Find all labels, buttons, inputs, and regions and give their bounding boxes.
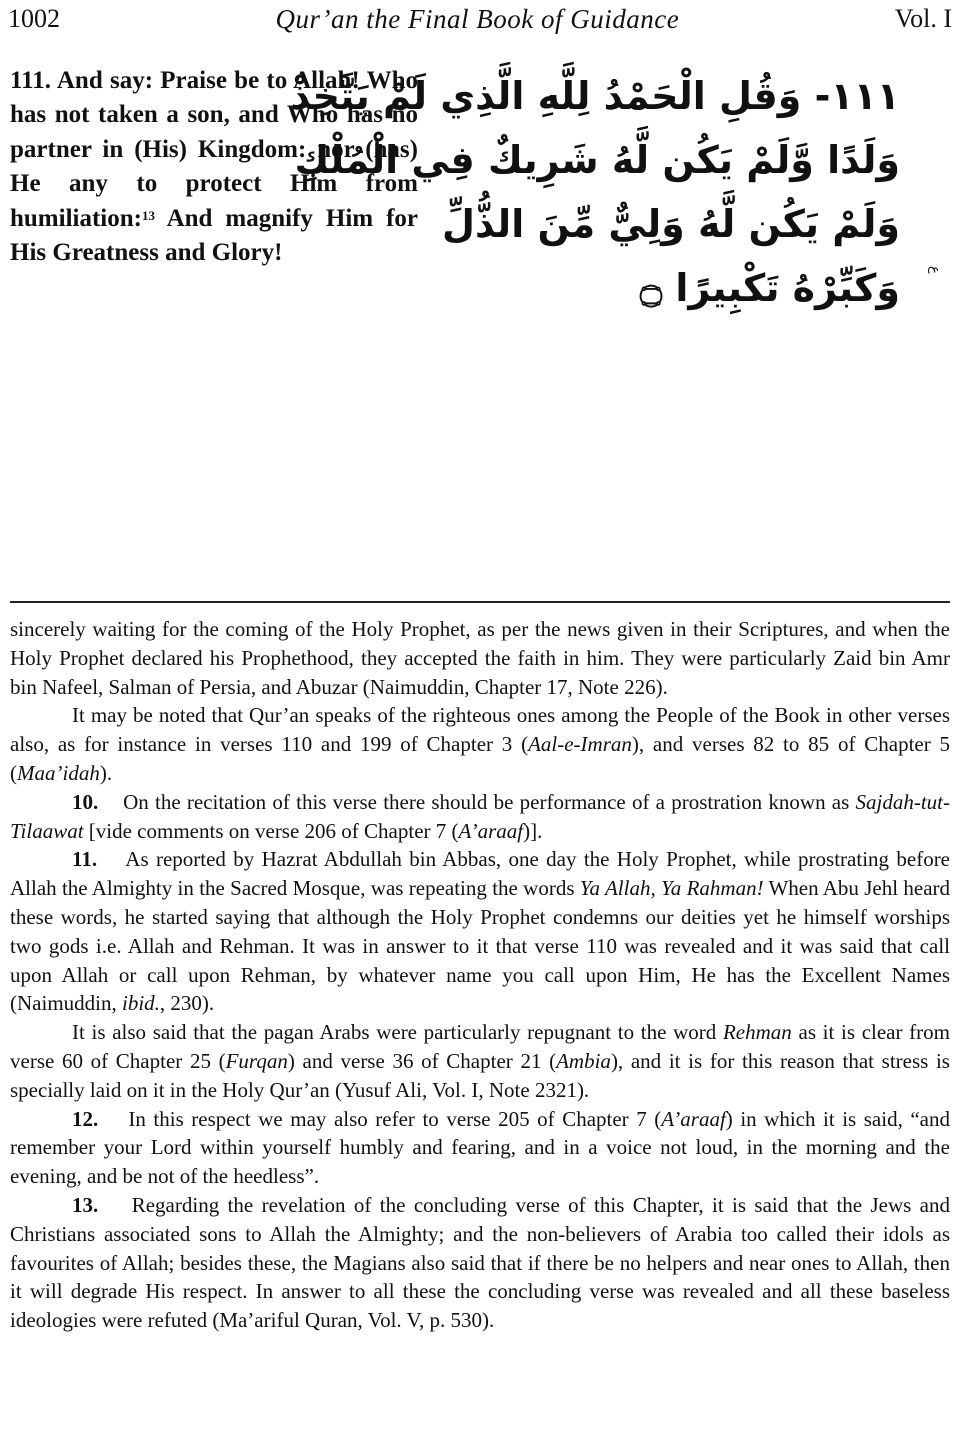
note-italic: Ya Allah, Ya Rahman! [579,876,764,901]
note-number: 10. [72,789,99,814]
footnotes [10,615,950,1335]
book-title: Qur’an the Final Book of Guidance [275,3,680,34]
note-italic: A’araaf [458,818,524,843]
note-text: As reported by Hazrat Abdullah bin Abbas, one day the Holy Prophet, while prostrating before Allah the Almighty in the Sacred Mosque, was repeating the words [10,847,951,901]
note-text: ). [99,760,113,785]
footnote-divider [10,601,950,603]
note-italic: Maa’idah [17,760,100,785]
note-paragraph [10,615,950,701]
note-12 [10,1105,950,1191]
note-text: It may be noted that Qur’an speaks of the righteous ones among the People of the Book in other verses also, as for instance in verses 110 and 199 of Chapter 3 ( [10,703,950,757]
note-text: , 230). [159,991,215,1016]
note-text: )]. [523,818,543,843]
arabic-line: وَلَمْ يَكُن لَّهُ وَلِيٌّ مِّنَ الذُّلِّ [442,202,900,246]
footnote-ref: 13 [141,207,155,223]
note-text: sincerely waiting for the coming of the Holy Prophet, as per the news given in their Scriptures, and when the Holy Prophet declared his Prophethood, they accepted the faith in him. They were particularly Zaid bin Amr bin Nafeel, Salman of Persia, and Abuzar (Naimuddin, Chapter 17, Note 226). [10,617,950,699]
volume-label: Vol. I [894,4,952,33]
note-italic: ibid. [121,991,160,1016]
note-10 [10,788,950,846]
note-text: It is also said that the pagan Arabs were particularly repugnant to the word [72,1020,723,1045]
note-number: 11. [72,847,98,872]
verse-arabic [290,64,900,310]
note-text: Regarding the revelation of the concluding verse of this Chapter, it is said that the Jews and Christians associated sons to Allah the Almighty; and the non-believers of Arabia too called their idols as favourites of Allah; besides these, the Magians also said that if there be no helpers and near ones to Allah, then it will degrade His respect. In answer to all these the concluding verse was revealed and all these baseless ideologies were refuted (Ma’ariful Quran, Vol. V, p. 530). [10,1192,950,1333]
note-text: [vide comments on verse 206 of Chapter 7 ( [83,818,459,843]
ruku-marker: ع [927,266,942,274]
note-italic: Ambia [556,1048,611,1073]
page-header [8,2,952,36]
arabic-line: وَكَبِّرْهُ تَكْبِيرًا ۝ [639,266,900,310]
note-text: On the recitation of this verse there should be performance of a prostration known as [123,789,856,814]
note-text: ) and verse 36 of Chapter 21 ( [287,1048,557,1073]
verse-text-end: And magnify Him for His Greatness and Glory! [10,204,418,267]
verse-text: 111. And say: Praise be to Allah! Who has not taken a son, and Who has no partner in (His) Kingdom: nor (has) He any to protect Him from humiliation: [10,67,418,232]
note-paragraph [10,701,950,787]
note-italic: Furqan [225,1048,288,1073]
note-paragraph [10,1018,950,1104]
note-13 [10,1191,950,1335]
note-11 [10,845,950,1018]
page-number: 1002 [8,4,60,33]
note-text: When Abu Jehl heard these words, he started saying that although the Holy Prophet condemns our deities yet he himself worships two gods i.e. Allah and Rehman. It was in answer to it that verse 110 was revealed and it was said that call upon Allah or call upon Rehman, by whatever name you call upon Him, He has the Excellent Names (Naimuddin, [10,876,951,1016]
note-text: ), and it is for this reason that stress is specially laid on it in the Holy Qur’an (Yusuf Ali, Vol. I, Note 2321). [10,1048,950,1102]
note-italic: Sajdah-tut-Tilaawat [10,789,950,843]
note-text: ), and verses 82 to 85 of Chapter 5 ( [10,732,950,785]
note-text: ) in which it is said, “and remember your Lord within yourself humbly and fearing, and in a voice not loud, in the morning and the evening, and be not of the heedless”. [10,1106,951,1189]
note-text: In this respect we may also refer to verse 205 of Chapter 7 ( [128,1106,662,1131]
note-italic: A’araaf [661,1106,726,1131]
arabic-line: وَلَدًا وَّلَمْ يَكُن لَّهُ شَرِيكٌ فِي الْمُلْكِ [294,138,900,182]
note-italic: Aal-e-Imran [528,732,632,757]
note-italic: Rehman [722,1020,792,1045]
note-number: 12. [72,1106,99,1131]
arabic-line: ١١١- وَقُلِ الْحَمْدُ لِلَّهِ الَّذِي لَمْ يَتَّخِذْ [290,74,900,118]
note-number: 13. [72,1192,99,1217]
note-text: as it is clear from verse 60 of Chapter 25 ( [10,1020,950,1073]
